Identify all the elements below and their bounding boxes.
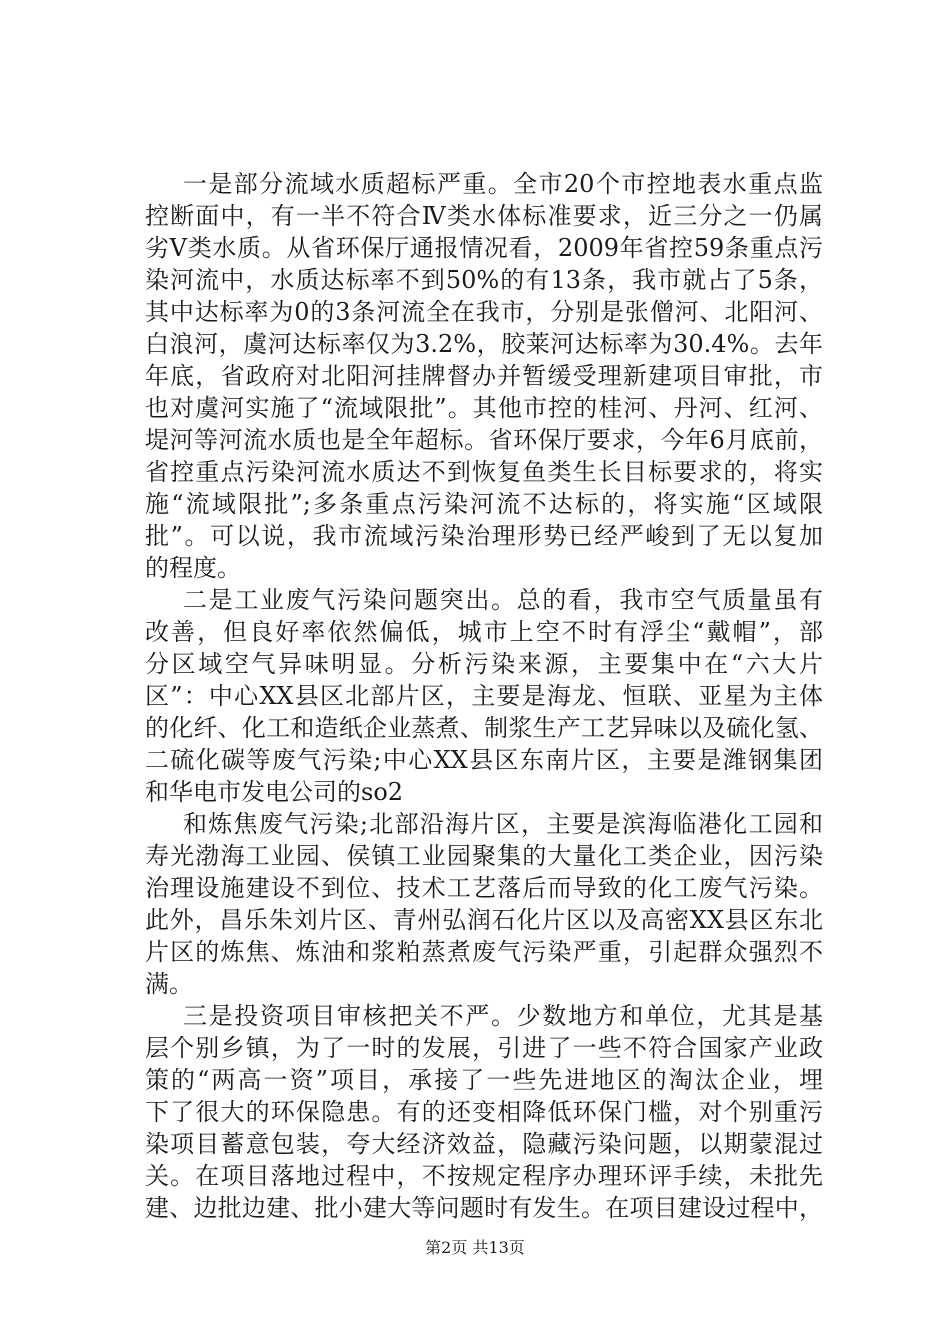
- page-number-footer: 第2页 共13页: [425, 1238, 525, 1257]
- text-line: 染项目蓄意包装，夸大经济效益，隐藏污染问题，以期蒙混过: [145, 1130, 823, 1158]
- text-line: 一是部分流域水质超标严重。全市20个市控地表水重点监: [183, 170, 823, 198]
- text-line: 也对虞河实施了“流域限批”。其他市控的桂河、丹河、红河、: [145, 394, 823, 422]
- paragraph: [145, 808, 823, 1000]
- text-line: 的程度。: [145, 554, 241, 582]
- text-line: 片区的炼焦、炼油和浆粕蒸煮废气污染严重，引起群众强烈不: [145, 938, 823, 966]
- paragraph: [145, 584, 823, 808]
- text-line: 二硫化碳等废气污染;中心XX县区东南片区，主要是潍钢集团: [145, 746, 823, 774]
- text-line: 控断面中，有一半不符合Ⅳ类水体标准要求，近三分之一仍属: [145, 202, 823, 230]
- text-line: 的化纤、化工和造纸企业蒸煮、制浆生产工艺异味以及硫化氢、: [145, 714, 823, 742]
- paragraph: [145, 168, 823, 584]
- text-line: 批”。可以说，我市流域污染治理形势已经严峻到了无以复加: [145, 522, 823, 550]
- document-body: [145, 168, 823, 1224]
- text-line: 建、边批边建、批小建大等问题时有发生。在项目建设过程中，: [145, 1194, 823, 1222]
- text-line: 分区域空气异味明显。分析污染来源，主要集中在“六大片: [145, 650, 823, 678]
- text-line: 此外，昌乐朱刘片区、青州弘润石化片区以及高密XX县区东北: [145, 906, 823, 934]
- text-line: 层个别乡镇，为了一时的发展，引进了一些不符合国家产业政: [145, 1034, 823, 1062]
- text-line: 劣Ⅴ类水质。从省环保厅通报情况看，2009年省控59条重点污: [145, 234, 823, 262]
- text-line: 施“流域限批”;多条重点污染河流不达标的，将实施“区域限: [145, 490, 823, 518]
- paragraph: [145, 1000, 823, 1224]
- text-line: 二是工业废气污染问题突出。总的看，我市空气质量虽有: [183, 586, 823, 614]
- text-line: 策的“两高一资”项目，承接了一些先进地区的淘汰企业，埋: [145, 1066, 823, 1094]
- text-line: 染河流中，水质达标率不到50%的有13条，我市就占了5条，: [145, 266, 823, 294]
- text-line: 堤河等河流水质也是全年超标。省环保厅要求，今年6月底前，: [145, 426, 823, 454]
- text-line: 改善，但良好率依然偏低，城市上空不时有浮尘“戴帽”，部: [145, 618, 823, 646]
- text-line: 三是投资项目审核把关不严。少数地方和单位，尤其是基: [183, 1002, 823, 1030]
- text-line: 和华电市发电公司的so2: [145, 778, 404, 806]
- text-line: 寿光渤海工业园、侯镇工业园聚集的大量化工类企业，因污染: [145, 842, 823, 870]
- text-line: 年底，省政府对北阳河挂牌督办并暂缓受理新建项目审批，市: [145, 362, 823, 390]
- text-line: 和炼焦废气污染;北部沿海片区，主要是滨海临港化工园和: [183, 810, 823, 838]
- text-line: 关。在项目落地过程中，不按规定程序办理环评手续，未批先: [145, 1162, 823, 1190]
- text-line: 省控重点污染河流水质达不到恢复鱼类生长目标要求的，将实: [145, 458, 823, 486]
- text-line: 治理设施建设不到位、技术工艺落后而导致的化工废气污染。: [145, 874, 823, 902]
- text-line: 区”：中心XX县区北部片区，主要是海龙、恒联、亚星为主体: [145, 682, 823, 710]
- text-line: 白浪河，虞河达标率仅为3.2%，胶莱河达标率为30.4%。去年: [145, 330, 823, 358]
- text-line: 其中达标率为0的3条河流全在我市，分别是张僧河、北阳河、: [145, 298, 823, 326]
- text-line: 满。: [145, 970, 193, 998]
- text-line: 下了很大的环保隐患。有的还变相降低环保门槛，对个别重污: [145, 1098, 823, 1126]
